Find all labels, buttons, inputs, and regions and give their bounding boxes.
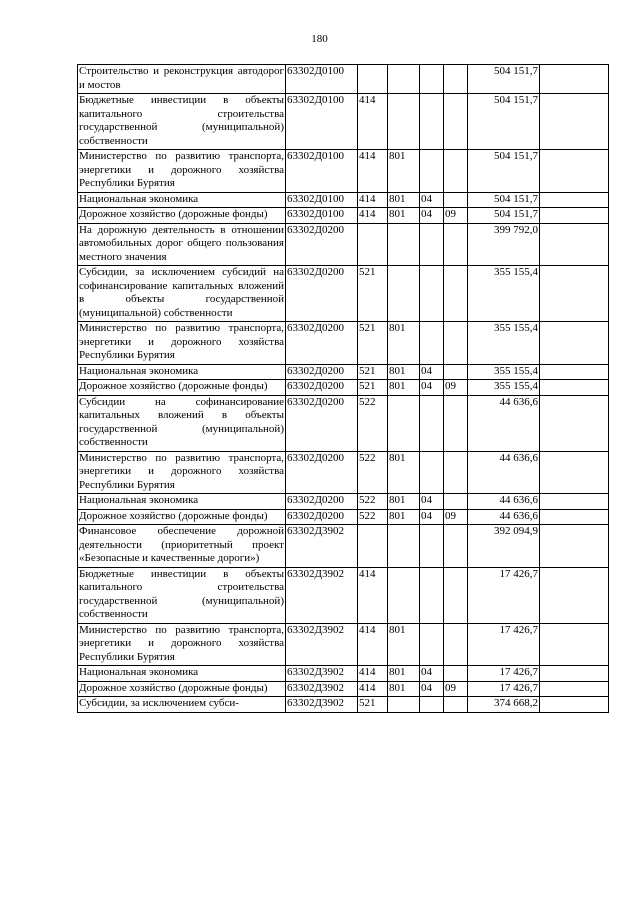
table-row [78, 192, 609, 208]
subsection-code-cell [444, 266, 468, 322]
expense-type-code-cell: 521 [358, 364, 388, 380]
expense-type-code-cell: 522 [358, 509, 388, 525]
administrator-code-cell: 801 [388, 509, 420, 525]
section-code-cell: 04 [420, 494, 444, 510]
amount-cell: 44 636,6 [468, 494, 540, 510]
target-article-code-cell: 63302Д3902 [286, 623, 358, 666]
empty-column-cell [540, 666, 609, 682]
subsection-code-cell: 09 [444, 681, 468, 697]
subsection-code-cell [444, 192, 468, 208]
administrator-code-cell: 801 [388, 208, 420, 224]
target-article-code-cell: 63302Д0200 [286, 364, 358, 380]
administrator-code-cell [388, 697, 420, 713]
subsection-code-cell [444, 395, 468, 451]
table-row [78, 65, 609, 94]
expense-type-code-cell: 521 [358, 697, 388, 713]
row-name-cell: Дорожное хозяйство (дорожные фонды) [78, 380, 286, 396]
subsection-code-cell [444, 623, 468, 666]
empty-column-cell [540, 697, 609, 713]
empty-column-cell [540, 623, 609, 666]
section-code-cell [420, 150, 444, 193]
row-name-cell: Министерство по развитию транспорта, энергетики и дорожного хозяйства Республики Бурятия [78, 623, 286, 666]
expense-type-code-cell: 414 [358, 208, 388, 224]
budget-table-body [78, 65, 609, 713]
row-name-cell: Министерство по развитию транспорта, энергетики и дорожного хозяйства Республики Бурятия [78, 451, 286, 494]
target-article-code-cell: 63302Д0200 [286, 494, 358, 510]
empty-column-cell [540, 322, 609, 365]
target-article-code-cell: 63302Д0100 [286, 150, 358, 193]
empty-column-cell [540, 208, 609, 224]
administrator-code-cell: 801 [388, 364, 420, 380]
expense-type-code-cell: 414 [358, 94, 388, 150]
expense-type-code-cell [358, 223, 388, 266]
expense-type-code-cell: 414 [358, 681, 388, 697]
expense-type-code-cell: 522 [358, 451, 388, 494]
expense-type-code-cell [358, 65, 388, 94]
empty-column-cell [540, 364, 609, 380]
administrator-code-cell: 801 [388, 380, 420, 396]
amount-cell: 504 151,7 [468, 208, 540, 224]
subsection-code-cell [444, 94, 468, 150]
target-article-code-cell: 63302Д0200 [286, 451, 358, 494]
section-code-cell [420, 94, 444, 150]
section-code-cell [420, 223, 444, 266]
amount-cell: 355 155,4 [468, 364, 540, 380]
subsection-code-cell: 09 [444, 509, 468, 525]
administrator-code-cell: 801 [388, 681, 420, 697]
target-article-code-cell: 63302Д3902 [286, 697, 358, 713]
administrator-code-cell: 801 [388, 150, 420, 193]
target-article-code-cell: 63302Д3902 [286, 525, 358, 568]
subsection-code-cell [444, 525, 468, 568]
row-name-cell: Строительство и реконструкция автодорог и мостов [78, 65, 286, 94]
empty-column-cell [540, 451, 609, 494]
section-code-cell [420, 623, 444, 666]
budget-table [77, 64, 609, 713]
row-name-cell: На дорожную деятельность в отношении автомобильных дорог общего пользования местного значения [78, 223, 286, 266]
empty-column-cell [540, 509, 609, 525]
amount-cell: 17 426,7 [468, 623, 540, 666]
row-name-cell: Бюджетные инвестиции в объекты капитального строительства государственной (муниципальной) собственности [78, 94, 286, 150]
table-row [78, 494, 609, 510]
expense-type-code-cell: 414 [358, 567, 388, 623]
administrator-code-cell [388, 525, 420, 568]
target-article-code-cell: 63302Д3902 [286, 567, 358, 623]
administrator-code-cell [388, 395, 420, 451]
amount-cell: 392 094,9 [468, 525, 540, 568]
administrator-code-cell: 801 [388, 192, 420, 208]
section-code-cell [420, 567, 444, 623]
administrator-code-cell: 801 [388, 451, 420, 494]
row-name-cell: Бюджетные инвестиции в объекты капитального строительства государственной (муниципальной) собственности [78, 567, 286, 623]
target-article-code-cell: 63302Д0100 [286, 208, 358, 224]
administrator-code-cell [388, 223, 420, 266]
amount-cell: 17 426,7 [468, 567, 540, 623]
amount-cell: 504 151,7 [468, 94, 540, 150]
section-code-cell [420, 697, 444, 713]
table-row [78, 395, 609, 451]
target-article-code-cell: 63302Д0100 [286, 192, 358, 208]
target-article-code-cell: 63302Д0100 [286, 94, 358, 150]
row-name-cell: Национальная экономика [78, 494, 286, 510]
empty-column-cell [540, 266, 609, 322]
row-name-cell: Субсидии, за исключением субсидий на софинансирование капитальных вложений в объекты государственной (муниципальной) собственности [78, 266, 286, 322]
row-name-cell: Субсидии на софинансирование капитальных вложений в объекты государственной (муниципальной) собственности [78, 395, 286, 451]
empty-column-cell [540, 150, 609, 193]
table-row [78, 266, 609, 322]
table-row [78, 208, 609, 224]
target-article-code-cell: 63302Д0200 [286, 380, 358, 396]
section-code-cell [420, 322, 444, 365]
empty-column-cell [540, 494, 609, 510]
row-name-cell: Министерство по развитию транспорта, энергетики и дорожного хозяйства Республики Бурятия [78, 322, 286, 365]
target-article-code-cell: 63302Д0200 [286, 509, 358, 525]
table-row [78, 509, 609, 525]
table-row [78, 681, 609, 697]
table-row [78, 150, 609, 193]
section-code-cell: 04 [420, 509, 444, 525]
subsection-code-cell: 09 [444, 208, 468, 224]
administrator-code-cell [388, 266, 420, 322]
empty-column-cell [540, 525, 609, 568]
table-row [78, 451, 609, 494]
amount-cell: 44 636,6 [468, 451, 540, 494]
subsection-code-cell [444, 65, 468, 94]
administrator-code-cell: 801 [388, 666, 420, 682]
target-article-code-cell: 63302Д0200 [286, 223, 358, 266]
administrator-code-cell: 801 [388, 322, 420, 365]
amount-cell: 504 151,7 [468, 150, 540, 193]
section-code-cell [420, 266, 444, 322]
row-name-cell: Национальная экономика [78, 364, 286, 380]
page-number: 180 [311, 33, 328, 45]
expense-type-code-cell: 522 [358, 395, 388, 451]
section-code-cell [420, 525, 444, 568]
row-name-cell: Национальная экономика [78, 192, 286, 208]
amount-cell: 355 155,4 [468, 380, 540, 396]
administrator-code-cell: 801 [388, 623, 420, 666]
expense-type-code-cell [358, 525, 388, 568]
subsection-code-cell [444, 150, 468, 193]
administrator-code-cell [388, 567, 420, 623]
row-name-cell: Национальная экономика [78, 666, 286, 682]
empty-column-cell [540, 395, 609, 451]
empty-column-cell [540, 223, 609, 266]
expense-type-code-cell: 414 [358, 150, 388, 193]
administrator-code-cell [388, 94, 420, 150]
subsection-code-cell [444, 697, 468, 713]
section-code-cell [420, 65, 444, 94]
table-row [78, 364, 609, 380]
expense-type-code-cell: 521 [358, 322, 388, 365]
table-row [78, 380, 609, 396]
expense-type-code-cell: 521 [358, 380, 388, 396]
row-name-cell: Дорожное хозяйство (дорожные фонды) [78, 681, 286, 697]
table-row [78, 223, 609, 266]
amount-cell: 399 792,0 [468, 223, 540, 266]
row-name-cell: Дорожное хозяйство (дорожные фонды) [78, 208, 286, 224]
target-article-code-cell: 63302Д3902 [286, 681, 358, 697]
section-code-cell: 04 [420, 681, 444, 697]
expense-type-code-cell: 414 [358, 623, 388, 666]
amount-cell: 504 151,7 [468, 192, 540, 208]
section-code-cell: 04 [420, 208, 444, 224]
table-row [78, 666, 609, 682]
section-code-cell [420, 395, 444, 451]
row-name-cell: Дорожное хозяйство (дорожные фонды) [78, 509, 286, 525]
amount-cell: 504 151,7 [468, 65, 540, 94]
amount-cell: 44 636,6 [468, 509, 540, 525]
target-article-code-cell: 63302Д0200 [286, 395, 358, 451]
section-code-cell [420, 451, 444, 494]
target-article-code-cell: 63302Д0100 [286, 65, 358, 94]
empty-column-cell [540, 192, 609, 208]
subsection-code-cell [444, 364, 468, 380]
section-code-cell: 04 [420, 666, 444, 682]
amount-cell: 355 155,4 [468, 322, 540, 365]
subsection-code-cell [444, 494, 468, 510]
target-article-code-cell: 63302Д0200 [286, 322, 358, 365]
amount-cell: 374 668,2 [468, 697, 540, 713]
empty-column-cell [540, 380, 609, 396]
section-code-cell: 04 [420, 364, 444, 380]
table-row [78, 322, 609, 365]
expense-type-code-cell: 414 [358, 192, 388, 208]
amount-cell: 355 155,4 [468, 266, 540, 322]
table-row [78, 623, 609, 666]
administrator-code-cell: 801 [388, 494, 420, 510]
amount-cell: 17 426,7 [468, 666, 540, 682]
table-row [78, 697, 609, 713]
row-name-cell: Субсидии, за исключением субси- [78, 697, 286, 713]
expense-type-code-cell: 521 [358, 266, 388, 322]
subsection-code-cell [444, 567, 468, 623]
empty-column-cell [540, 65, 609, 94]
subsection-code-cell [444, 451, 468, 494]
empty-column-cell [540, 681, 609, 697]
target-article-code-cell: 63302Д0200 [286, 266, 358, 322]
amount-cell: 44 636,6 [468, 395, 540, 451]
table-row [78, 567, 609, 623]
section-code-cell: 04 [420, 380, 444, 396]
section-code-cell: 04 [420, 192, 444, 208]
table-row [78, 94, 609, 150]
table-row [78, 525, 609, 568]
subsection-code-cell [444, 223, 468, 266]
expense-type-code-cell: 522 [358, 494, 388, 510]
administrator-code-cell [388, 65, 420, 94]
amount-cell: 17 426,7 [468, 681, 540, 697]
expense-type-code-cell: 414 [358, 666, 388, 682]
target-article-code-cell: 63302Д3902 [286, 666, 358, 682]
row-name-cell: Министерство по развитию транспорта, энергетики и дорожного хозяйства Республики Бурятия [78, 150, 286, 193]
subsection-code-cell [444, 666, 468, 682]
row-name-cell: Финансовое обеспечение дорожной деятельности (приоритетный проект «Безопасные и качественные дороги») [78, 525, 286, 568]
empty-column-cell [540, 567, 609, 623]
subsection-code-cell [444, 322, 468, 365]
empty-column-cell [540, 94, 609, 150]
subsection-code-cell: 09 [444, 380, 468, 396]
